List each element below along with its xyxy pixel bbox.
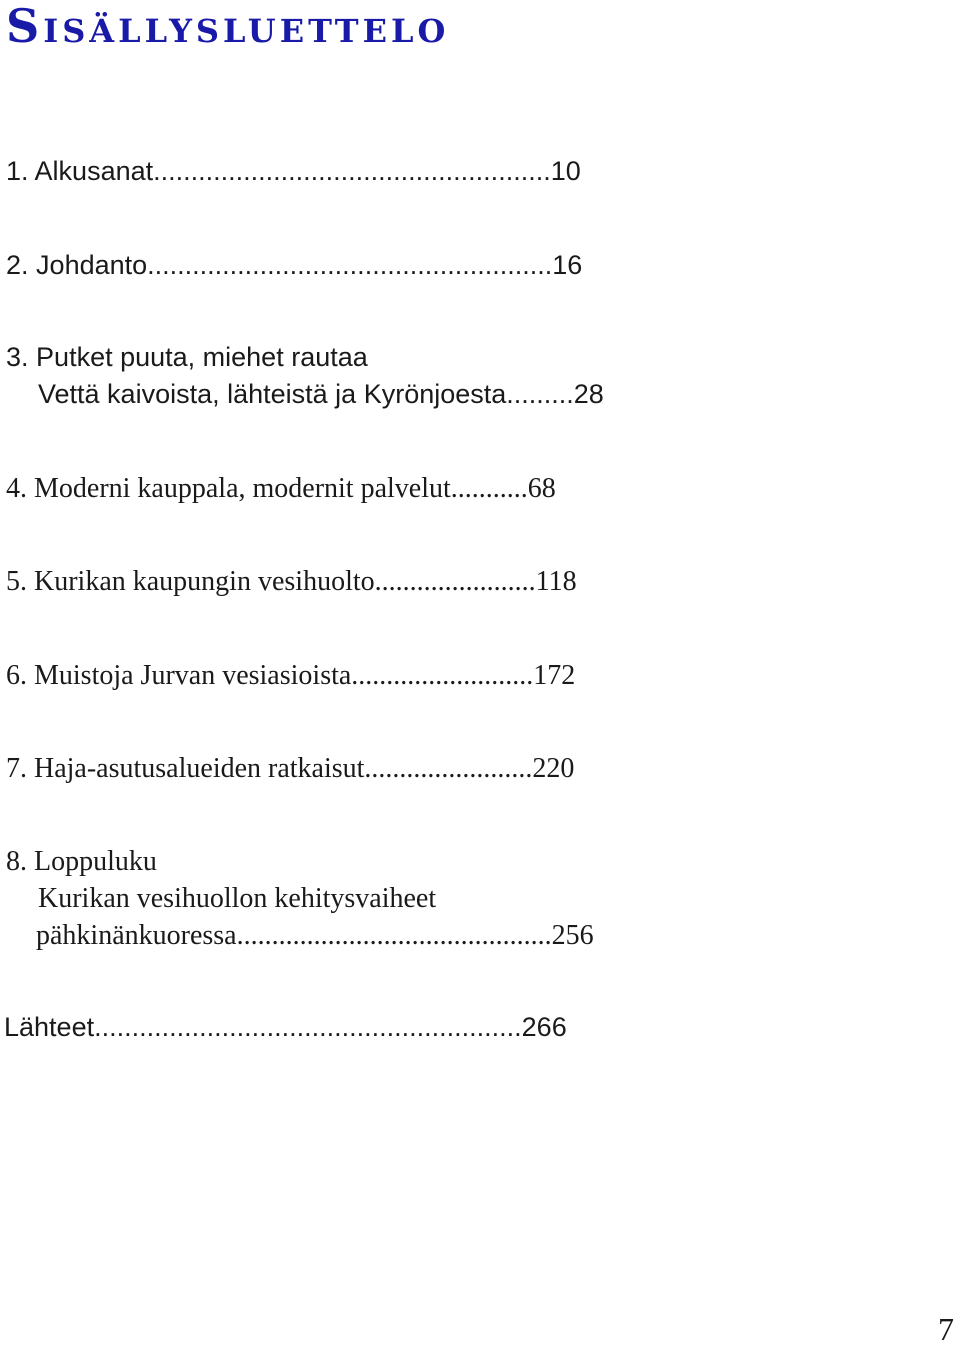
toc-entry-2[interactable] (6, 247, 582, 284)
toc-entry-subtitle: Vettä kaivoista, lähteistä ja Kyrönjoesta.........28 (38, 379, 604, 409)
toc-entry-5[interactable] (6, 563, 577, 600)
toc-entry-number: 6. (6, 660, 27, 691)
toc-entry-text: Loppuluku (34, 846, 157, 877)
toc-entry-1[interactable] (6, 153, 581, 190)
toc-entry-7[interactable] (6, 750, 574, 787)
toc-entry-6[interactable] (6, 657, 575, 694)
toc-entry-text: Haja-asutusalueiden ratkaisut........................220 (34, 753, 575, 784)
page-title: Sisällysluettelo (6, 0, 450, 53)
toc-entry-text: Moderni kauppala, modernit palvelut...........68 (34, 473, 556, 504)
toc-entry-8[interactable] (6, 843, 594, 954)
toc-entry-text: Kurikan kaupungin vesihuolto.......................118 (34, 566, 577, 597)
toc-entry-number: 1. (6, 156, 29, 186)
toc-entry-text: Putket puuta, miehet rautaa (36, 342, 368, 372)
toc-entry-number: 7. (6, 753, 27, 784)
toc-entry-number: 8. (6, 846, 27, 877)
toc-entry-3[interactable] (6, 339, 604, 413)
toc-entry-text: Muistoja Jurvan vesiasioista..........................172 (34, 660, 576, 691)
toc-entry-number: 5. (6, 566, 27, 597)
page-number: 7 (938, 1311, 954, 1347)
toc-entry-number: 3. (6, 342, 29, 372)
toc-entry-text: Lähteet.........................................................266 (4, 1012, 567, 1042)
toc-entry-subtitle: Kurikan vesihuollon kehitysvaiheet (38, 883, 437, 914)
toc-entry-text: Alkusanat.....................................................10 (34, 156, 581, 186)
toc-entry-subtitle: pähkinänkuoressa.............................................256 (36, 920, 594, 951)
toc-entry-number: 4. (6, 473, 27, 504)
toc-entry-text: Johdanto......................................................16 (36, 250, 583, 280)
toc-entry-4[interactable] (6, 470, 556, 507)
toc-entry-number: 2. (6, 250, 29, 280)
toc-entry-sources[interactable] (4, 1009, 567, 1046)
